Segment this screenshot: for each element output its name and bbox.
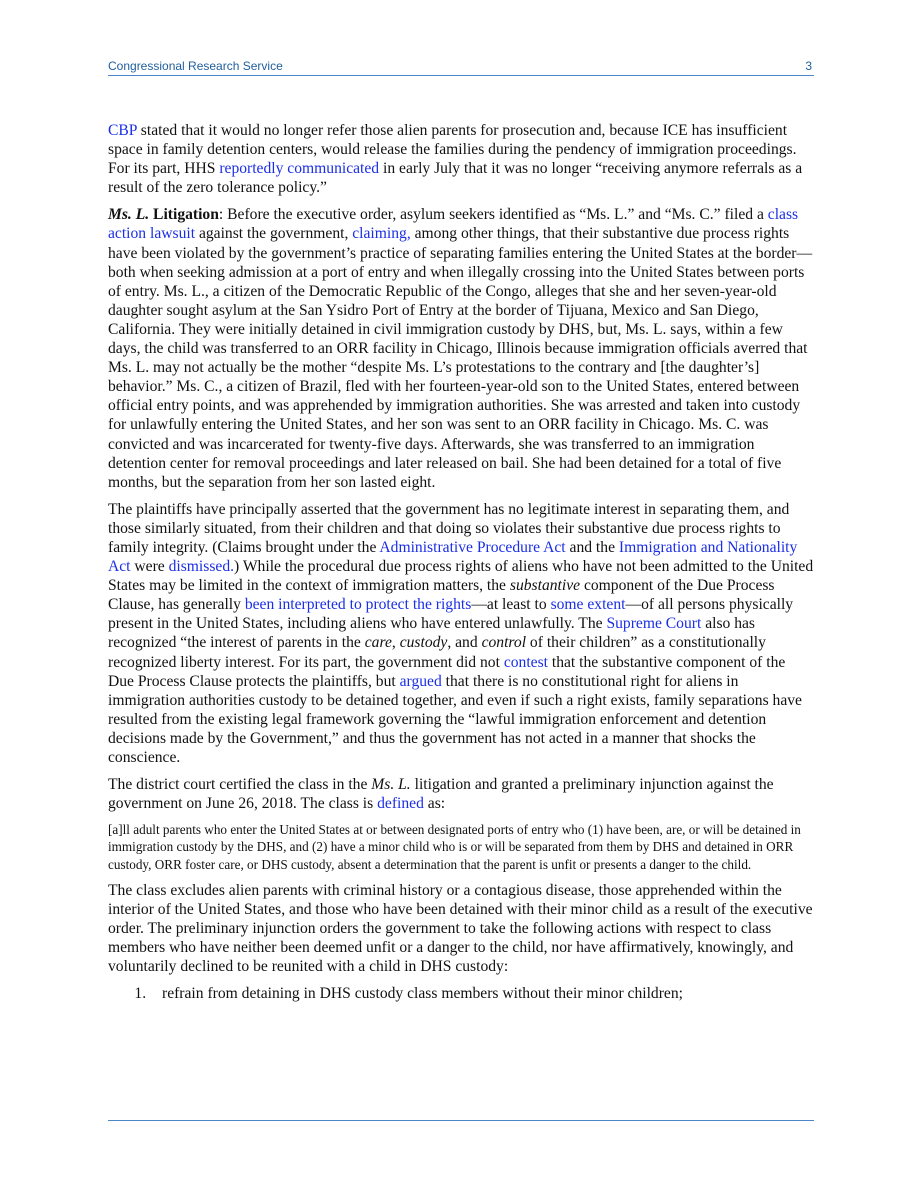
paragraph-cbp: CBP stated that it would no longer refer those alien parents for prosecution and, because ICE has insufficient space in family detention centers, would release the families during the pendency of immigration proceedings. For its part, HHS reportedly communicated in early July that it was no longer “receiving anymore referrals as a result of the zero tolerance policy.” bbox=[108, 122, 803, 197]
link-cbp[interactable]: CBP bbox=[108, 122, 137, 139]
footer-rule bbox=[108, 1120, 814, 1121]
link-some-extent[interactable]: some extent bbox=[550, 596, 626, 614]
link-contest[interactable]: contest bbox=[503, 653, 548, 671]
link-claiming[interactable]: claiming, bbox=[352, 225, 411, 243]
page-number: 3 bbox=[805, 59, 812, 73]
document-body bbox=[108, 121, 814, 1003]
paragraph-ms-l-litigation: Ms. L. Litigation: Before the executive order, asylum seekers identified as “Ms. L.” and “Ms. C.” filed a class action lawsuit against the government, claiming, among other things, that their substantive due process rights have been violated by the government’s practice of separating families entering the United States at the border—both when seeking admission at a port of entry and when illegally crossing into the United States between ports of entry. Ms. L., a citizen of the Democratic Republic of the Congo, alleges that she and her seven-year-old daughter sought asylum at the San Ysidro Port of Entry at the border of Tijuana, Mexico and San Diego, California. They were initially detained in civil immigration custody by DHS, but, Ms. L. says, within a few days, the child was transferred to an ORR facility in Chicago, Illinois because immigration officials averred that Ms. L. may not actually be the mother “despite Ms. L’s protestations to the contrary and [the daughter’s] behavior.” Ms. C., a citizen of Brazil, fled with her fourteen-year-old son to the United States, entered between official entry points, and was apprehended by immigration authorities. She was arrested and taken into custody for unlawfully entering the United States, and her son was sent to an ORR facility in Chicago. Ms. C. was convicted and was incarcerated for twenty-five days. Afterwards, she was transferred to an immigration detention center for removal proceedings and later released on bail. She had been detained for a total of five months, but the separation from her son lasted eight. bbox=[108, 206, 813, 491]
running-header bbox=[108, 58, 814, 76]
paragraph-class-exclusions: The class excludes alien parents with criminal history or a contagious disease, those apprehended within the interior of the United States, and those who have been detained with their minor child as a result of the executive order. The preliminary injunction orders the government to take the following actions with respect to class members who have neither been deemed unfit or a danger to the child, nor have affirmatively, knowingly, and voluntarily declined to be reunited with a child in DHS custody: bbox=[108, 881, 813, 976]
link-supreme-court[interactable]: Supreme Court bbox=[606, 615, 702, 633]
link-immigration-and-nationality-act[interactable]: Immigration and Nationality Act bbox=[108, 538, 798, 576]
link-dismissed[interactable]: dismissed. bbox=[168, 558, 235, 576]
link-argued[interactable]: argued bbox=[399, 672, 442, 690]
paragraph-class-certification: The district court certified the class in the Ms. L. litigation and granted a preliminary injunction against the government on June 26, 2018. The class is defined as: bbox=[108, 776, 774, 813]
header-org-name: Congressional Research Service bbox=[108, 59, 283, 73]
link-been-interpreted[interactable]: been interpreted to protect the rights bbox=[244, 596, 472, 614]
injunction-actions-list bbox=[108, 984, 814, 1003]
link-class-action-lawsuit[interactable]: class action lawsuit bbox=[108, 206, 799, 243]
list-item: 1. refrain from detaining in DHS custody class members without their minor children; bbox=[150, 984, 814, 1003]
block-quote-class-definition: [a]ll adult parents who enter the United States at or between designated ports of entry who (1) have been, are, or will be detained in immigration custody by the DHS, and (2) have a minor child who is or will be separated from them by DHS and detained in ORR custody, ORR foster care, or DHS custody, absent a determination that the parent is unfit or presents a danger to the child. bbox=[108, 822, 801, 872]
link-defined[interactable]: defined bbox=[377, 795, 424, 813]
link-reportedly-communicated[interactable]: reportedly communicated bbox=[219, 160, 380, 178]
section-heading-ms-l-litigation: Ms. L. Litigation bbox=[108, 206, 219, 224]
paragraph-plaintiffs-assertions: The plaintiffs have principally asserted that the government has no legitimate interest in separating them, and those similarly situated, from their children and that doing so violates their substantive due process rights to family integrity. (Claims brought under the Administrative Procedure Act and the Immigration and Nationality Act were dismissed.) While the procedural due process rights of aliens who have not been admitted to the United States may be limited in the context of immigration matters, the substantive component of the Due Process Clause, has generally been interpreted to protect the rights—at least to some extent—of all persons physically present in the United States, including aliens who have entered unlawfully. The Supreme Court also has recognized “the interest of parents in the care, custody, and control of their children” as a constitutionally recognized liberty interest. For its part, the government did not contest that the substantive component of the Due Process Clause protects the plaintiffs, but argued that there is no constitutional right for aliens in immigration authorities custody to be detained together, and even if such a right exists, family separations have resulted from the existing legal framework governing the “lawful immigration enforcement and detention decisions made by the Government,” and thus the government has not acted in a manner that shocks the conscience. bbox=[108, 500, 814, 766]
link-administrative-procedure-act[interactable]: Administrative Procedure Act bbox=[379, 538, 566, 556]
